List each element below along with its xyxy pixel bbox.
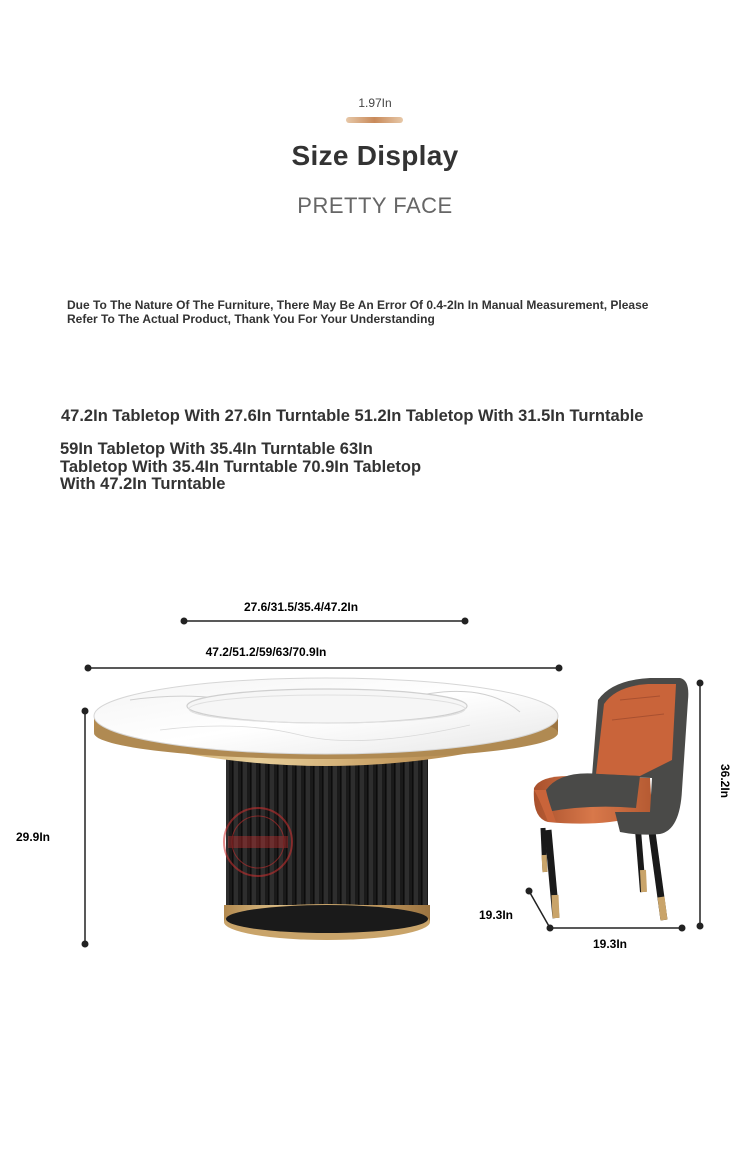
- page-title: Size Display: [291, 140, 459, 171]
- tabletop-dimension-label: 47.2/51.2/59/63/70.9In: [205, 645, 327, 659]
- turntable-dimension-line: [181, 618, 469, 625]
- measurement-notice: Due To The Nature Of The Furniture, There May Be An Error Of 0.4-2In In Manual Measurement, Please Refer To The Actual Product, Thank You For Your Understanding: [67, 298, 649, 326]
- chair-height-dimension-line: [697, 680, 704, 930]
- turntable: [187, 689, 467, 723]
- size-options-line-2: 59In Tabletop With 35.4In Turntable 63In Tabletop With 35.4In Turntable 70.9In Tabletop With 47.2In Turntable: [60, 440, 422, 493]
- table-height-dimension-label: 29.9In: [15, 830, 51, 844]
- turntable-dimension-label: 27.6/31.5/35.4/47.2In: [243, 600, 359, 614]
- chair-width-dimension-line: [547, 925, 686, 932]
- table-height-dimension-line: [82, 708, 89, 948]
- chair-height-dimension-label: 36.2In: [718, 763, 732, 799]
- chair-depth-dimension-line: [526, 888, 551, 929]
- size-options-line-1: 47.2In Tabletop With 27.6In Turntable 51.2In Tabletop With 31.5In Turntable: [61, 407, 644, 425]
- tabletop-dimension-line: [85, 665, 563, 672]
- page-subtitle: PRETTY FACE: [297, 193, 453, 218]
- top-dimension-label: 1.97In: [358, 96, 392, 110]
- chair-depth-dimension-label: 19.3In: [478, 908, 514, 922]
- chair-width-dimension-label: 19.3In: [592, 937, 628, 951]
